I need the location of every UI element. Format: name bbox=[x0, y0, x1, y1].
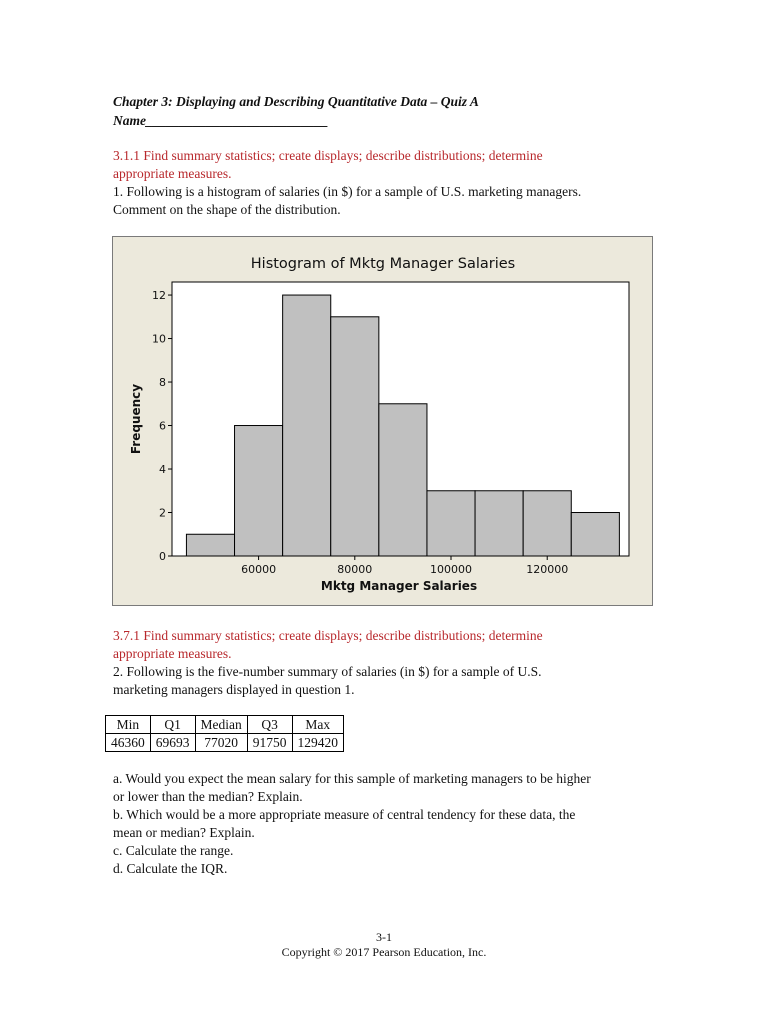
histogram-svg bbox=[113, 237, 654, 607]
x-tick-label: 60000 bbox=[241, 563, 277, 576]
q1-objective-line1: 3.1.1 Find summary statistics; create displays; describe distributions; determine bbox=[113, 148, 543, 163]
histogram-bar bbox=[379, 404, 427, 556]
q2-part-a-line2: or lower than the median? Explain. bbox=[113, 789, 303, 804]
table-cell-q3: 91750 bbox=[247, 734, 292, 752]
q2-objective-line2: appropriate measures. bbox=[113, 646, 232, 661]
y-tick-label: 10 bbox=[152, 332, 166, 346]
name-label: Name bbox=[113, 113, 146, 128]
q2-part-c: c. Calculate the range. bbox=[113, 843, 234, 858]
x-tick-label: 80000 bbox=[337, 563, 373, 576]
x-tick-label: 120000 bbox=[526, 563, 569, 576]
table-header-median: Median bbox=[195, 716, 247, 734]
table-row bbox=[106, 734, 344, 752]
y-tick-label: 8 bbox=[159, 376, 166, 390]
x-tick-label: 100000 bbox=[430, 563, 473, 576]
y-tick-label: 4 bbox=[159, 463, 166, 477]
table-cell-min: 46360 bbox=[106, 734, 151, 752]
histogram-bar bbox=[283, 295, 331, 556]
y-tick-label: 12 bbox=[152, 289, 166, 303]
table-header-min: Min bbox=[106, 716, 151, 734]
x-axis-ticks bbox=[241, 556, 568, 576]
q2-part-a-line1: a. Would you expect the mean salary for this sample of marketing managers to be higher bbox=[113, 771, 591, 786]
chart-title: Histogram of Mktg Manager Salaries bbox=[250, 256, 516, 272]
five-number-summary-table bbox=[105, 715, 344, 752]
histogram-chart bbox=[112, 236, 653, 606]
y-axis-label: Frequency bbox=[129, 383, 143, 455]
table-header-q3: Q3 bbox=[247, 716, 292, 734]
q1-text-line2: Comment on the shape of the distribution. bbox=[113, 202, 341, 217]
histogram-bar bbox=[186, 534, 234, 556]
table-header-row bbox=[106, 716, 344, 734]
y-tick-label: 2 bbox=[159, 506, 166, 520]
x-axis-label: Mktg Manager Salaries bbox=[320, 579, 478, 593]
histogram-bar bbox=[427, 491, 475, 556]
y-tick-label: 0 bbox=[159, 550, 166, 563]
histogram-bar bbox=[235, 426, 283, 556]
histogram-bar bbox=[571, 513, 619, 556]
y-axis-ticks bbox=[152, 289, 172, 563]
histogram-bar bbox=[523, 491, 571, 556]
q1-objective-line2: appropriate measures. bbox=[113, 166, 232, 181]
table-header-q1: Q1 bbox=[150, 716, 195, 734]
q2-objective-line1: 3.7.1 Find summary statistics; create displays; describe distributions; determine bbox=[113, 628, 543, 643]
name-line bbox=[113, 112, 328, 130]
page-title: Chapter 3: Displaying and Describing Quantitative Data – Quiz A bbox=[113, 94, 479, 109]
histogram-bar bbox=[475, 491, 523, 556]
q2-part-b-line1: b. Which would be a more appropriate measure of central tendency for these data, the bbox=[113, 807, 576, 822]
q2-text-line1: 2. Following is the five-number summary of salaries (in $) for a sample of U.S. bbox=[113, 664, 542, 679]
table-cell-q1: 69693 bbox=[150, 734, 195, 752]
q2-text-line2: marketing managers displayed in question 1. bbox=[113, 682, 355, 697]
q2-part-d: d. Calculate the IQR. bbox=[113, 861, 228, 876]
y-tick-label: 6 bbox=[159, 419, 166, 433]
table-cell-median: 77020 bbox=[195, 734, 247, 752]
table-cell-max: 129420 bbox=[292, 734, 344, 752]
page-number: 3-1 bbox=[376, 930, 392, 944]
name-blank: ___________________________ bbox=[146, 113, 329, 128]
copyright-notice: Copyright © 2017 Pearson Education, Inc. bbox=[281, 945, 487, 959]
histogram-bar bbox=[331, 317, 379, 556]
q1-text-line1: 1. Following is a histogram of salaries (in $) for a sample of U.S. marketing managers. bbox=[113, 184, 582, 199]
table-header-max: Max bbox=[292, 716, 344, 734]
q2-part-b-line2: mean or median? Explain. bbox=[113, 825, 255, 840]
